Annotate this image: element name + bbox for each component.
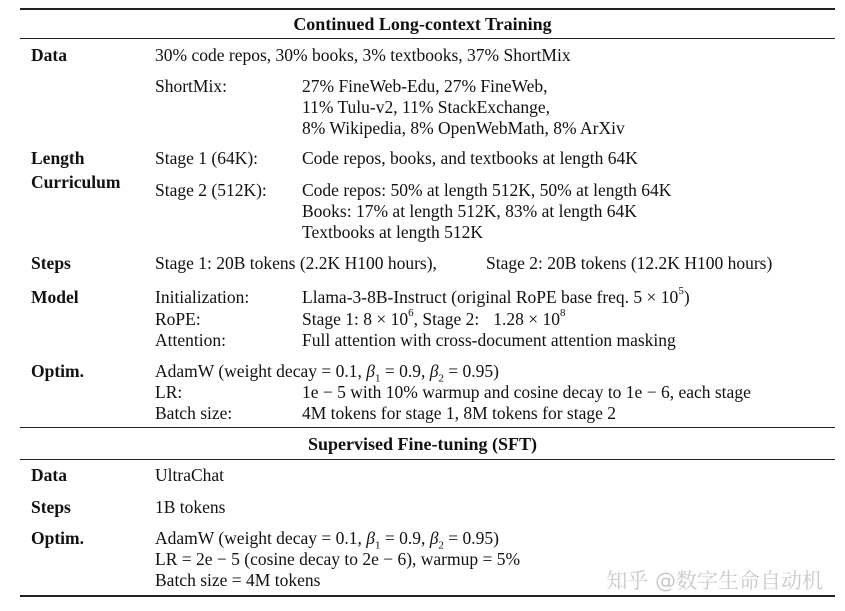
steps-stage2: Stage 2: 20B tokens (12.2K H100 hours) [486,253,773,273]
shortmix-label: ShortMix: [155,76,227,96]
rope-text: Stage 1: $8 \times 10^6$, Stage 2: $1.28 \times 10^8$ [302,307,566,329]
length-label-1: Length [31,148,85,168]
adamw-text: AdamW (weight decay = 0.1, $\beta_1 = 0.9$, $\beta_2 = 0.95$) [155,361,499,385]
stage2-line-1: Code repos: 50% at length 512K, 50% at length 64K [302,180,672,200]
lr-text: 1e − 5 with 10% warmup and cosine decay to 1e − 6, each stage [302,382,751,402]
model-label: Model [31,287,79,307]
section2-header-rule [20,459,835,460]
sft-steps-label: Steps [31,497,71,517]
batch-text: 4M tokens for stage 1, 8M tokens for stage 2 [302,403,616,423]
sft-batch-text: Batch size = 4M tokens [155,570,321,590]
top-rule [20,8,835,10]
data-label: Data [31,45,67,65]
shortmix-line-1: 27% FineWeb-Edu, 27% FineWeb, [302,76,548,96]
optim-label: Optim. [31,361,84,381]
attn-label: Attention: [155,330,226,350]
sft-data-text: UltraChat [155,465,225,485]
section1-header-rule [20,38,835,39]
stage2-line-2: Books: 17% at length 512K, 83% at length 64K [302,201,637,221]
data-mix: 30% code repos, 30% books, 3% textbooks, 37% ShortMix [155,45,571,65]
batch-label: Batch size: [155,403,233,423]
steps-label: Steps [31,253,71,273]
shortmix-line-3: 8% Wikipedia, 8% OpenWebMath, 8% ArXiv [302,118,625,138]
stage2-label: Stage 2 (512K): [155,180,267,200]
sft-adamw-text: AdamW (weight decay = 0.1, $\beta_1 = 0.9$, $\beta_2 = 0.95$) [155,528,499,552]
sft-steps-text: 1B tokens [155,497,226,517]
sft-optim-label: Optim. [31,528,84,548]
watermark-text: 知乎 @数字生命自动机 [606,569,823,593]
init-text: Llama-3-8B-Instruct (original RoPE base freq. $5 \times 10^5$) [302,285,690,307]
length-label-2: Curriculum [31,172,121,192]
steps-stage1: Stage 1: 20B tokens (2.2K H100 hours), [155,253,437,273]
section2-title: Supervised Fine-tuning (SFT) [307,434,538,454]
rope-label: RoPE: [155,309,201,329]
attn-text: Full attention with cross-document attention masking [302,330,676,350]
init-label: Initialization: [155,287,250,307]
stage1-label: Stage 1 (64K): [155,148,259,168]
lr-label: LR: [155,382,183,402]
stage1-text: Code repos, books, and textbooks at length 64K [302,148,638,168]
sft-data-label: Data [31,465,67,485]
section1-title: Continued Long-context Training [293,14,552,34]
stage2-line-3: Textbooks at length 512K [302,222,484,242]
section-divider-rule [20,427,835,428]
bottom-rule [20,595,835,597]
sft-lr-text: LR = 2e − 5 (cosine decay to 2e − 6), warmup = 5% [155,549,521,569]
shortmix-line-2: 11% Tulu-v2, 11% StackExchange, [302,97,551,117]
